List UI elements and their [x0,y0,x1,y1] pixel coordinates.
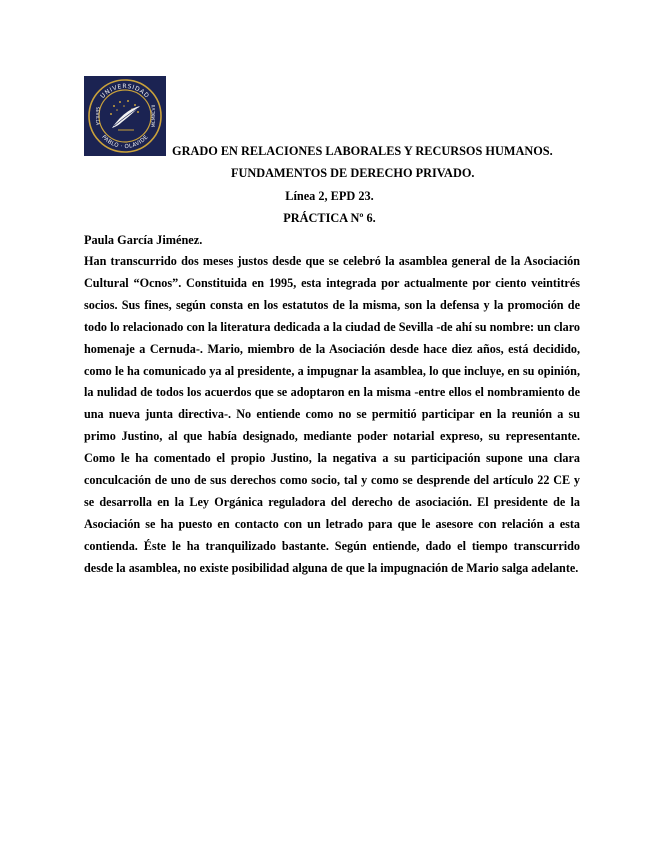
group-line-text: Línea 2, EPD 23. [285,189,374,203]
degree-title: GRADO EN RELACIONES LABORALES Y RECURSOS HUMANOS. [172,144,553,158]
svg-text:SEVILLA: SEVILLA [94,106,99,126]
svg-text:PABLO · OLAVIDE: PABLO · OLAVIDE [100,134,150,151]
svg-text:UNIVERSIDAD: UNIVERSIDAD [99,82,151,100]
practice-title [0,212,655,224]
course-title: FUNDAMENTOS DE DERECHO PRIVADO. [231,166,475,180]
university-seal-logo [84,76,166,156]
group-line [0,190,655,202]
practice-title-text: PRÁCTICA Nº 6. [283,211,376,225]
author-name: Paula García Jiménez. [84,233,203,247]
case-statement-paragraph: Han transcurrido dos meses justos desde que se celebró la asamblea general de la Asociación Cultural “Ocnos”. Constituida en 1995, esta integrada por actualmente por ciento veintitrés socios. Sus fines, según consta en los estatutos de la misma, son la defensa y la promoción de todo lo relacionado con la literatura dedicada a la ciudad de Sevilla -de ahí su nombre: un claro homenaje a Cernuda-. Mario, miembro de la Asociación desde hace diez años, está decidido, como le ha comunicado ya al presidente, a impugnar la asamblea, lo que incluye, en su opinión, la nulidad de todos los acuerdos que se adoptaron en la misma -entre ellos el nombramiento de una nueva junta directiva-. No entiende como no se permitió participar en la reunión a su primo Justino, al que había designado, mediante poder notarial expreso, su representante. Como le ha comentado el propio Justino, la negativa a su participación supone una clara conculcación de uno de sus derechos como socio, tal y como se desprende del artículo 22 CE y se desarrolla en la Ley Orgánica reguladora del derecho de asociación. El presidente de la Asociación se ha puesto en contacto con un letrado para que le asesore con relación a esta contienda. Éste le ha tranquilizado bastante. Según entiende, dado el tiempo transcurrido desde la asamblea, no existe posibilidad alguna de que la impugnación de Mario salga adelante. [84,254,580,575]
svg-text:MCMXCVII: MCMXCVII [152,104,157,128]
